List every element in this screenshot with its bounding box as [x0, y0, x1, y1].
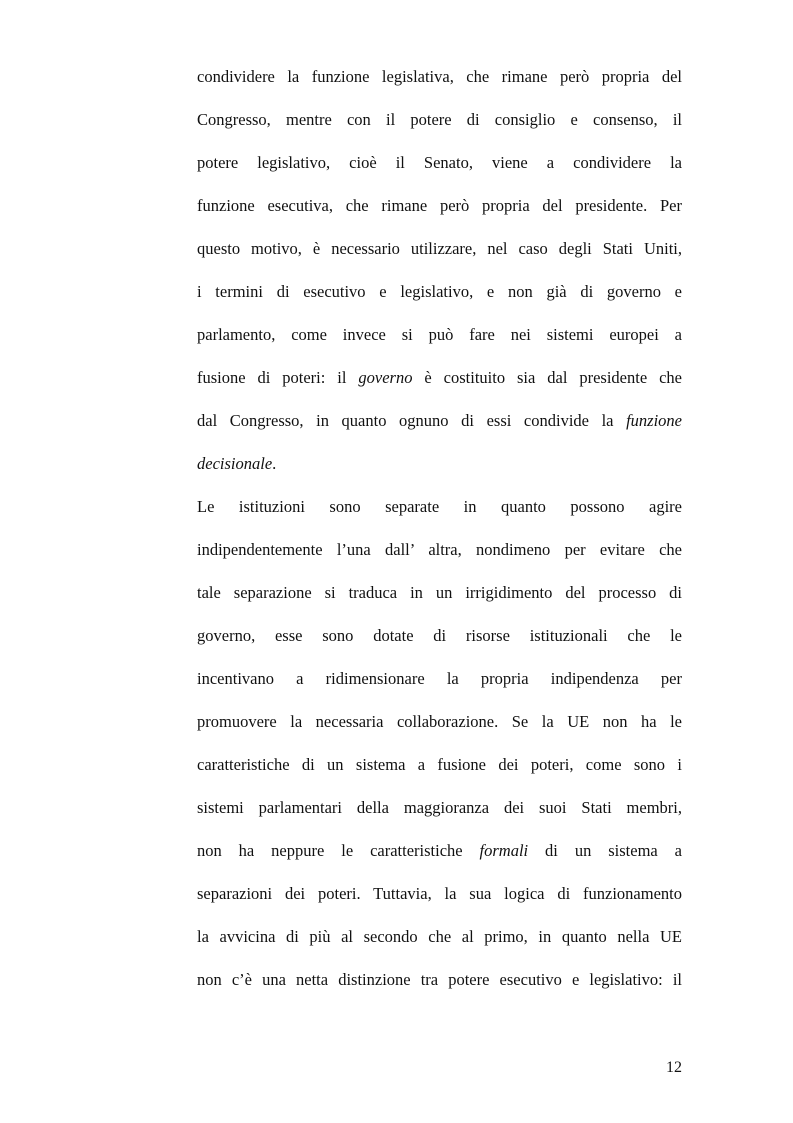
italic-term-funzione: funzione: [626, 411, 682, 430]
text-line: funzione esecutiva, che rimane però propria del presidente. Per: [197, 196, 682, 215]
text-line: sistemi parlamentari della maggioranza dei suoi Stati membri,: [197, 798, 682, 817]
text-line: caratteristiche di un sistema a fusione dei poteri, come sono i: [197, 755, 682, 774]
body-text: [197, 62, 682, 1008]
italic-term-governo: governo: [358, 368, 413, 387]
text-line: [197, 836, 682, 879]
italic-term-formali: formali: [479, 841, 529, 860]
text-span: non ha neppure le caratteristiche: [197, 841, 480, 860]
text-span: è costituito sia dal presidente che: [412, 368, 682, 387]
text-span: dal Congresso, in quanto ognuno di essi condivide la: [197, 411, 627, 430]
text-line: tale separazione si traduca in un irrigidimento del processo di: [197, 583, 682, 602]
text-span: fusione di poteri: il: [197, 368, 359, 387]
text-line: i termini di esecutivo e legislativo, e non già di governo e: [197, 282, 682, 301]
text-line: potere legislativo, cioè il Senato, viene a condividere la: [197, 153, 682, 172]
text-line: Congresso, mentre con il potere di consiglio e consenso, il: [197, 110, 682, 129]
text-line: non c’è una netta distinzione tra potere esecutivo e legislativo: il: [197, 970, 682, 989]
text-line: indipendentemente l’una dall’ altra, nondimeno per evitare che: [197, 540, 682, 559]
text-line: Le istituzioni sono separate in quanto possono agire: [197, 497, 682, 516]
text-span: .: [272, 454, 277, 473]
text-line: [197, 449, 682, 492]
page-number: 12: [666, 1059, 682, 1076]
text-line: la avvicina di più al secondo che al primo, in quanto nella UE: [197, 927, 682, 946]
text-line: [197, 363, 682, 406]
text-line: [197, 406, 682, 449]
text-span: di un sistema a: [528, 841, 682, 860]
text-line: governo, esse sono dotate di risorse istituzionali che le: [197, 626, 682, 645]
italic-term-decisionale: decisionale: [197, 454, 273, 473]
text-line: incentivano a ridimensionare la propria indipendenza per: [197, 669, 682, 688]
text-line: promuovere la necessaria collaborazione. Se la UE non ha le: [197, 712, 682, 731]
text-line: condividere la funzione legislativa, che rimane però propria del: [197, 67, 682, 86]
text-line: questo motivo, è necessario utilizzare, nel caso degli Stati Uniti,: [197, 239, 682, 258]
text-line: parlamento, come invece si può fare nei sistemi europei a: [197, 325, 682, 344]
text-line: separazioni dei poteri. Tuttavia, la sua logica di funzionamento: [197, 884, 682, 903]
